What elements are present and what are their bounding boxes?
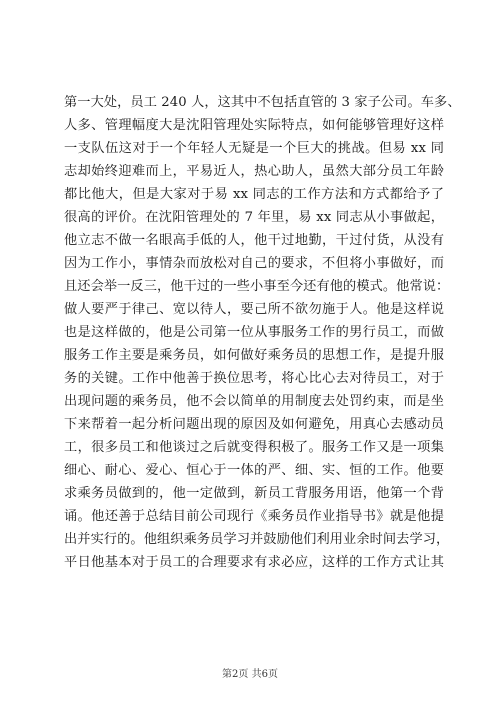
page-number-footer: 第2页 共6页 xyxy=(222,669,278,680)
text-line: 一支队伍这对于一个年轻人无疑是一个巨大的挑战。但易 xx 同 xyxy=(64,141,444,156)
text-line: 且还会举一反三，他干过的一些小事至今还有他的模式。他常说： xyxy=(64,279,450,294)
text-line: 都比他大，但是大家对于易 xx 同志的工作方法和方式都给予了 xyxy=(64,187,444,202)
text-line: 出并实行的。他组织乘务员学习并鼓励他们利用业余时间去学习， xyxy=(64,532,450,547)
text-line: 出现问题的乘务员，他不会以简单的用制度去处罚约束，而是坐 xyxy=(64,394,444,409)
body-text xyxy=(64,91,461,574)
text-line: 求乘务员做到的，他一定做到，新员工背服务用语，他第一个背 xyxy=(64,486,444,501)
text-line: 志却始终迎难而上，平易近人，热心助人，虽然大部分员工年龄 xyxy=(64,164,444,179)
text-line: 人多、管理幅度大是沈阳管理处实际特点，如何能够管理好这样 xyxy=(64,118,444,133)
text-line: 平日他基本对于员工的合理要求有求必应，这样的工作方式让其 xyxy=(64,555,444,570)
text-line: 很高的评价。在沈阳管理处的 7 年里，易 xx 同志从小事做起， xyxy=(64,210,444,225)
text-line: 诵。他还善于总结目前公司现行《乘务员作业指导书》就是他提 xyxy=(64,509,444,524)
text-line: 细心、耐心、爱心、恒心于一体的严、细、实、恒的工作。他要 xyxy=(64,463,444,478)
text-line: 务的关键。工作中他善于换位思考，将心比心去对待员工，对于 xyxy=(64,371,444,386)
text-line: 因为工作小，事情杂而放松对自己的要求，不但将小事做好，而 xyxy=(64,256,444,271)
text-line: 他立志不做一名眼高手低的人，他干过地勤，干过付货，从没有 xyxy=(64,233,444,248)
text-line: 工，很多员工和他谈过之后就变得积极了。服务工作又是一项集 xyxy=(64,440,444,455)
text-line: 下来帮着一起分析问题出现的原因及如何避免，用真心去感动员 xyxy=(64,417,444,432)
text-line: 服务工作主要是乘务员，如何做好乘务员的思想工作，是提升服 xyxy=(64,348,444,363)
text-line: 第一大处，员工 240 人，这其中不包括直管的 3 家子公司。车多、 xyxy=(64,95,461,110)
text-line: 做人要严于律己、宽以待人，要己所不欲勿施于人。他是这样说 xyxy=(64,302,444,317)
text-line: 也是这样做的，他是公司第一位从事服务工作的男行员工，而做 xyxy=(64,325,444,340)
